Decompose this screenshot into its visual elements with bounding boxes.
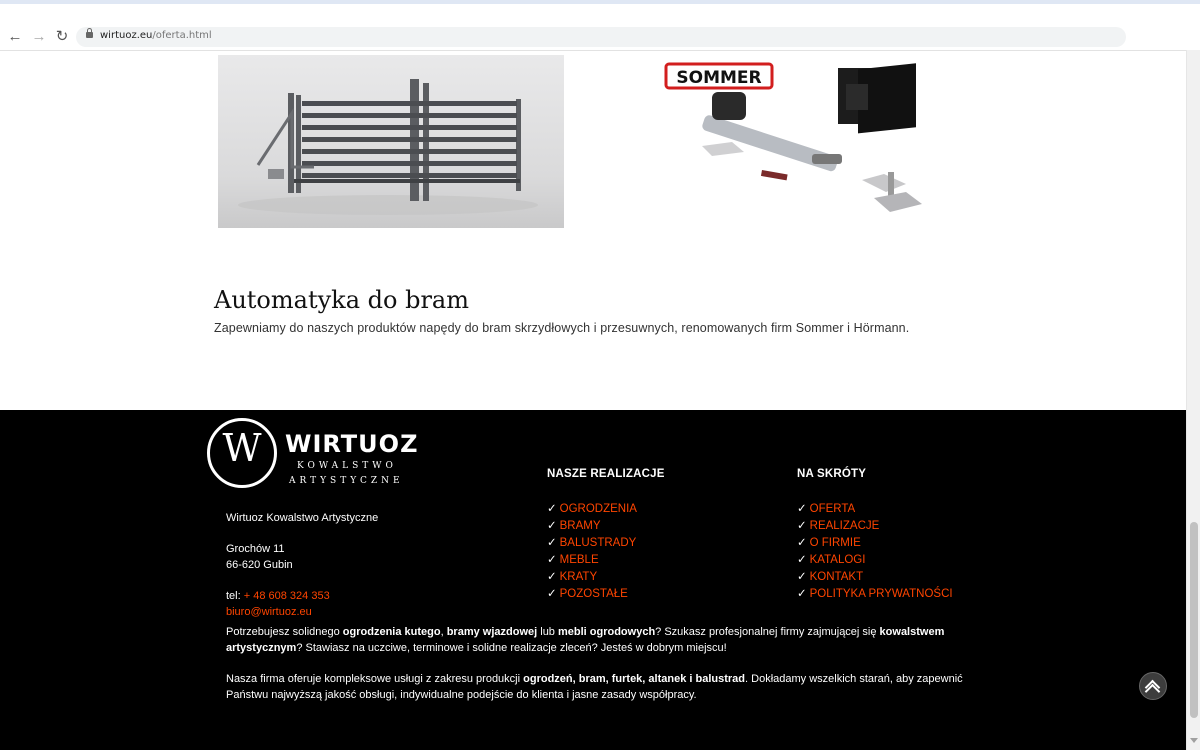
back-arrow-icon[interactable]: ← <box>7 28 23 45</box>
address-bar[interactable] <box>76 27 1126 47</box>
phone-label: tel: <box>226 590 241 602</box>
sliding-gate-image <box>218 55 564 228</box>
sommer-operator-image <box>662 60 932 225</box>
company-name: Wirtuoz Kowalstwo Artystyczne <box>226 512 379 524</box>
address-street: Grochów 11 <box>226 543 285 555</box>
footer-link-item <box>547 501 637 518</box>
shortcut-links <box>797 501 953 603</box>
wirtuoz-logo[interactable] <box>207 418 419 492</box>
footer-link-item <box>797 552 953 569</box>
p1-bold: bramy wjazdowej <box>446 626 538 638</box>
p1-text: ? Szukasz profesjonalnej firmy zajmującej się <box>655 626 880 638</box>
sliding-gate-illustration <box>218 55 564 228</box>
p1-text: lub <box>537 626 558 638</box>
shortcuts-column-title: NA SKRÓTY <box>797 468 867 480</box>
footer-link-item <box>797 535 953 552</box>
footer-link-item <box>547 586 637 603</box>
page-scrollbar[interactable] <box>1186 50 1200 750</box>
footer-paragraph-1 <box>226 624 986 656</box>
checkmark-icon: ✓ <box>797 520 807 532</box>
footer-link-item <box>797 569 953 586</box>
reload-icon[interactable]: ↻ <box>55 28 69 45</box>
checkmark-icon: ✓ <box>797 537 807 549</box>
p1-text: Potrzebujesz solidnego <box>226 626 343 638</box>
scrollbar-thumb[interactable] <box>1190 522 1198 718</box>
footer-link-item <box>547 552 637 569</box>
footer-link-meble[interactable]: MEBLE <box>559 554 599 566</box>
checkmark-icon: ✓ <box>797 588 807 600</box>
checkmark-icon: ✓ <box>797 503 807 515</box>
footer-link-item <box>547 535 637 552</box>
footer-link-katalogi[interactable]: KATALOGI <box>809 554 866 566</box>
sommer-product-illustration <box>662 60 932 225</box>
tab-strip-background <box>0 0 1200 4</box>
footer-link-realizacje[interactable]: REALIZACJE <box>809 520 880 532</box>
checkmark-icon: ✓ <box>547 520 557 532</box>
url-text <box>100 30 212 41</box>
p2-bold: ogrodzeń, bram, furtek, altanek i balustrad <box>523 673 746 685</box>
address-city: 66-620 Gubin <box>226 559 293 571</box>
footer-link-polityka[interactable]: POLITYKA PRYWATNOŚCI <box>809 588 953 600</box>
checkmark-icon: ✓ <box>547 537 557 549</box>
realizacje-links <box>547 501 637 603</box>
logo-subtitle-2: ARTYSTYCZNE <box>289 476 404 486</box>
checkmark-icon: ✓ <box>797 571 807 583</box>
email-link[interactable]: biuro@wirtuoz.eu <box>226 606 312 618</box>
footer-link-item <box>547 518 637 535</box>
checkmark-icon: ✓ <box>547 571 557 583</box>
p1-text: ? Stawiasz na uczciwe, terminowe i solidne realizacje zleceń? Jesteś w dobrym miejscu! <box>296 642 727 654</box>
checkmark-icon: ✓ <box>547 503 557 515</box>
logo-subtitle-1: KOWALSTWO <box>297 461 397 471</box>
lock-icon <box>86 32 93 38</box>
phone-line <box>226 590 330 602</box>
p1-bold: mebli ogrodowych <box>557 626 656 638</box>
footer-link-bramy[interactable]: BRAMY <box>559 520 601 532</box>
site-footer <box>0 410 1186 750</box>
footer-link-item <box>797 501 953 518</box>
logo-letter: W <box>222 426 262 470</box>
scroll-down-arrow-icon[interactable] <box>1190 738 1198 743</box>
url-domain: wirtuoz.eu <box>100 30 153 41</box>
p2-text: Nasza firma oferuje kompleksowe usługi z zakresu produkcji <box>226 673 524 685</box>
sommer-logo-text: SOMMER <box>676 68 762 88</box>
footer-link-item <box>797 518 953 535</box>
section-description: Zapewniamy do naszych produktów napędy do bram skrzydłowych i przesuwnych, renomowanych firm Sommer i Hörmann. <box>214 321 910 335</box>
scroll-to-top-button[interactable] <box>1139 672 1167 700</box>
p1-text: , <box>440 626 447 638</box>
p1-bold: kowalstwem artystycznym <box>226 626 945 654</box>
footer-link-balustrady[interactable]: BALUSTRADY <box>559 537 637 549</box>
realizacje-column-title: NASZE REALIZACJE <box>547 468 665 480</box>
phone-link[interactable]: + 48 608 324 353 <box>243 590 330 602</box>
url-path: /oferta.html <box>152 30 212 41</box>
p2-text: . Dokładamy wszelkich starań, aby zapewnić Państwu najwyższą jakość obsługi, indywidualne podejście do klienta i jasne zasady współpracy. <box>226 673 963 701</box>
forward-arrow-icon[interactable]: → <box>31 28 47 45</box>
footer-link-item <box>547 569 637 586</box>
footer-link-ogrodzenia[interactable]: OGRODZENIA <box>559 503 637 515</box>
logo-name: WIRTUOZ <box>285 430 419 458</box>
footer-link-kontakt[interactable]: KONTAKT <box>809 571 864 583</box>
footer-paragraph-2 <box>226 671 986 703</box>
p1-bold: ogrodzenia kutego <box>342 626 441 638</box>
browser-toolbar <box>0 24 1200 51</box>
section-title: Automatyka do bram <box>214 286 469 314</box>
footer-link-pozostale[interactable]: POZOSTAŁE <box>559 588 628 600</box>
checkmark-icon: ✓ <box>547 588 557 600</box>
checkmark-icon: ✓ <box>547 554 557 566</box>
browser-tab-strip <box>0 0 1200 24</box>
footer-link-item <box>797 586 953 603</box>
footer-link-oferta[interactable]: OFERTA <box>809 503 856 515</box>
footer-link-o-firmie[interactable]: O FIRMIE <box>809 537 861 549</box>
footer-link-kraty[interactable]: KRATY <box>559 571 598 583</box>
checkmark-icon: ✓ <box>797 554 807 566</box>
